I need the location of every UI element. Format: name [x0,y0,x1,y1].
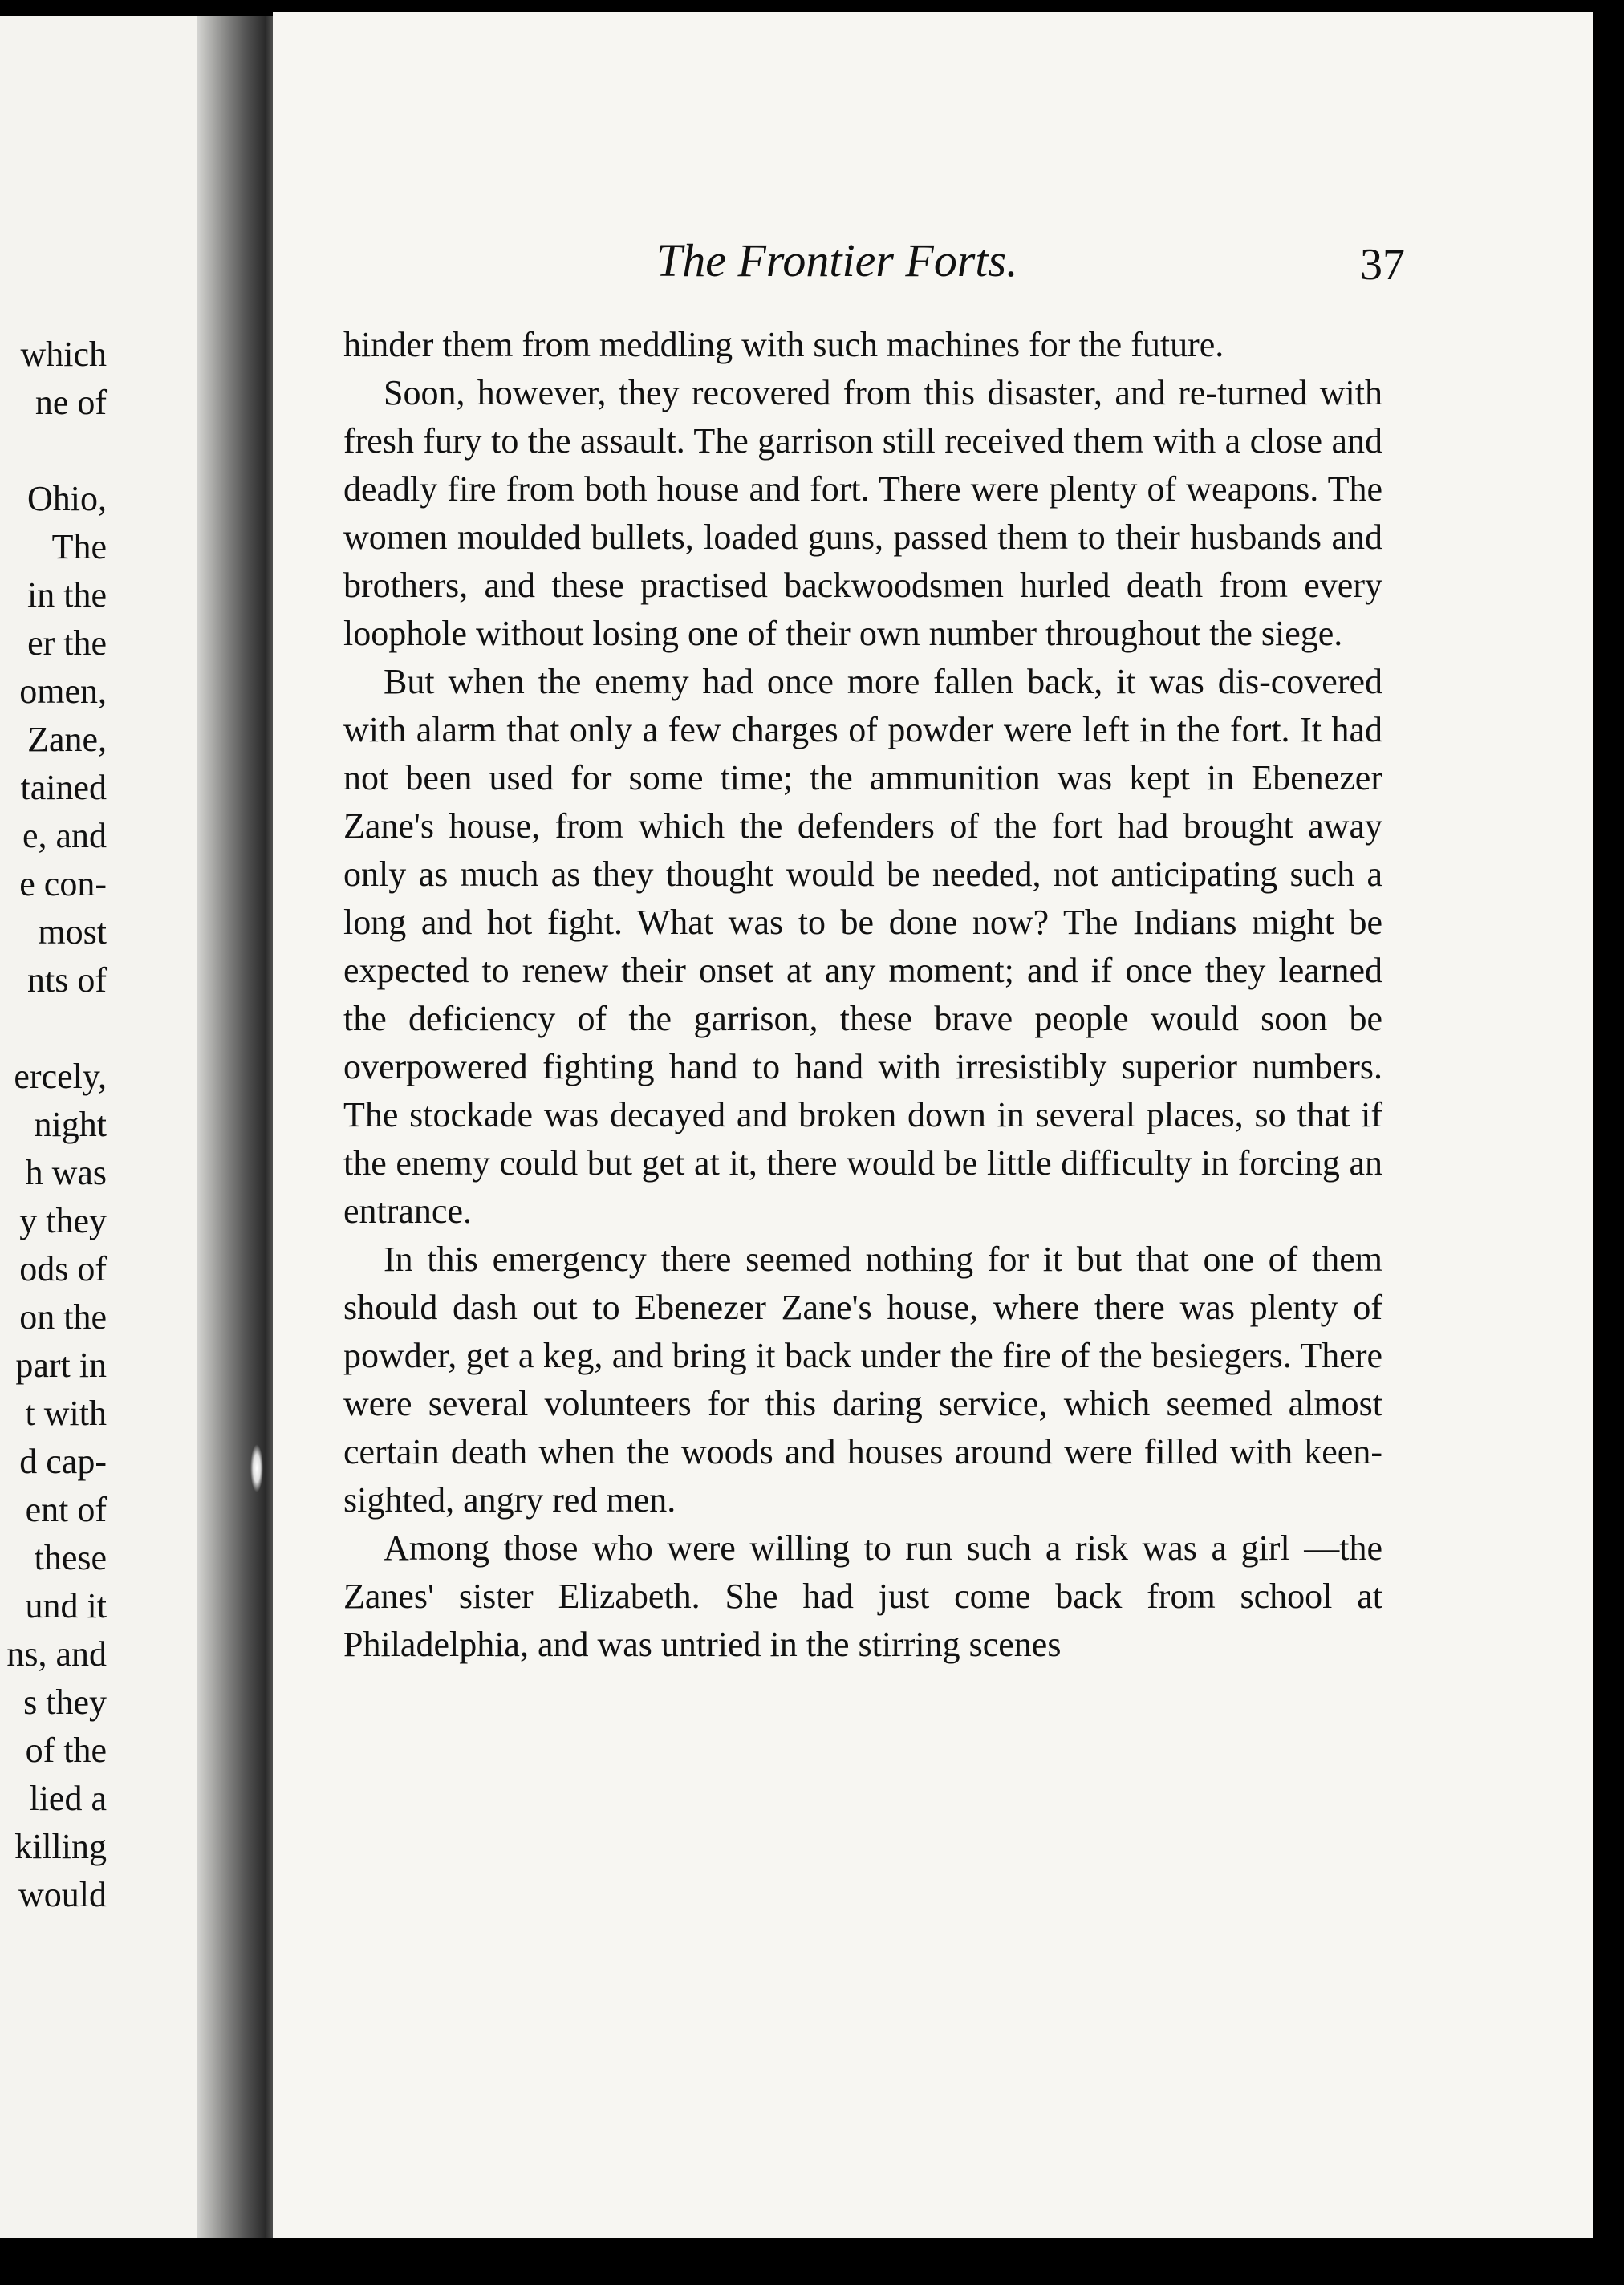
left-page-line: nts of [27,960,107,1000]
left-page-line: y they [19,1201,107,1240]
paragraph: Soon, however, they recovered from this disaster, and re-turned with fresh fury to the assault. The garrison still received them with a close and deadly fire from both house and fort. There were plenty of weapons. The women moulded bullets, loaded guns, passed them to their husbands and brothers, and these practised backwoodsmen hurled death from every loophole without losing one of their own number throughout the siege. [343,373,1382,653]
left-page-line: tained [20,768,107,807]
running-head: The Frontier Forts. [656,234,1018,286]
paragraph: But when the enemy had once more fallen back, it was dis-covered with alarm that only a few charges of powder were left in the fort. It had not been used for some time; the ammunition was kept in Ebenezer Zane's house, from which the defenders of the fort had brought away only as much as they thought would be needed, not anticipating such a long and hot fight. What was to be done now? The Indians might be expected to renew their onset at any moment; and if once they learned the deficiency of the garrison, these brave people would soon be overpowered fighting hand to hand with irresistibly superior numbers. The stockade was decayed and broken down in several places, so that if the enemy could but get at it, there would be little difficulty in forcing an entrance. [343,662,1382,1231]
left-page-line: ercely, [14,1057,107,1096]
left-page-line: on the [19,1297,107,1337]
left-page-line: er the [27,623,107,663]
left-page-line: of the [25,1731,107,1770]
left-page-line: omen, [19,672,107,711]
left-page-line: t with [25,1394,107,1433]
left-page-line: Zane, [27,720,107,759]
left-page-line: s they [23,1682,107,1722]
left-page-line: in the [27,575,107,615]
left-page-line: most [38,912,107,952]
page-number: 37 [1360,240,1405,290]
left-page-line: e, and [22,816,107,855]
left-page-line: The [51,527,107,566]
left-page-line: ent of [25,1490,107,1529]
binding-mark [250,1444,263,1492]
left-page-line: ods of [19,1249,107,1289]
left-page-line: e con- [19,864,107,903]
paragraph: hinder them from meddling with such machines for the future. [343,325,1224,364]
book-gutter [197,16,285,2238]
left-page-line: killing [14,1827,107,1866]
body-text [343,321,1382,1669]
left-page-line: lied a [29,1779,107,1818]
left-page-line: d cap- [19,1442,107,1481]
left-page-line: Ohio, [27,479,107,518]
paragraph: In this emergency there seemed nothing for it but that one of them should dash out to Ebenezer Zane's house, where there was plenty of powder, get a keg, and bring it back under the fire of the besiegers. There were several volunteers for this daring service, which seemed almost certain death when the woods and houses around were filled with keen-sighted, angry red men. [343,1240,1382,1520]
left-page-line: und it [25,1586,107,1625]
left-page-line: night [34,1105,107,1144]
left-page-line: ns, and [6,1634,107,1674]
left-page-line: would [18,1875,107,1914]
left-page-line: h was [25,1153,107,1192]
left-page-line: ne of [35,383,107,422]
left-page-line: part in [15,1345,107,1385]
left-page-line: which [20,335,107,374]
paragraph: Among those who were willing to run such a risk was a girl —the Zanes' sister Elizabeth. She had just come back from school at Philadelphia, and was untried in the stirring scenes [343,1528,1382,1664]
left-page [0,16,197,2238]
left-page-line: these [34,1538,107,1577]
